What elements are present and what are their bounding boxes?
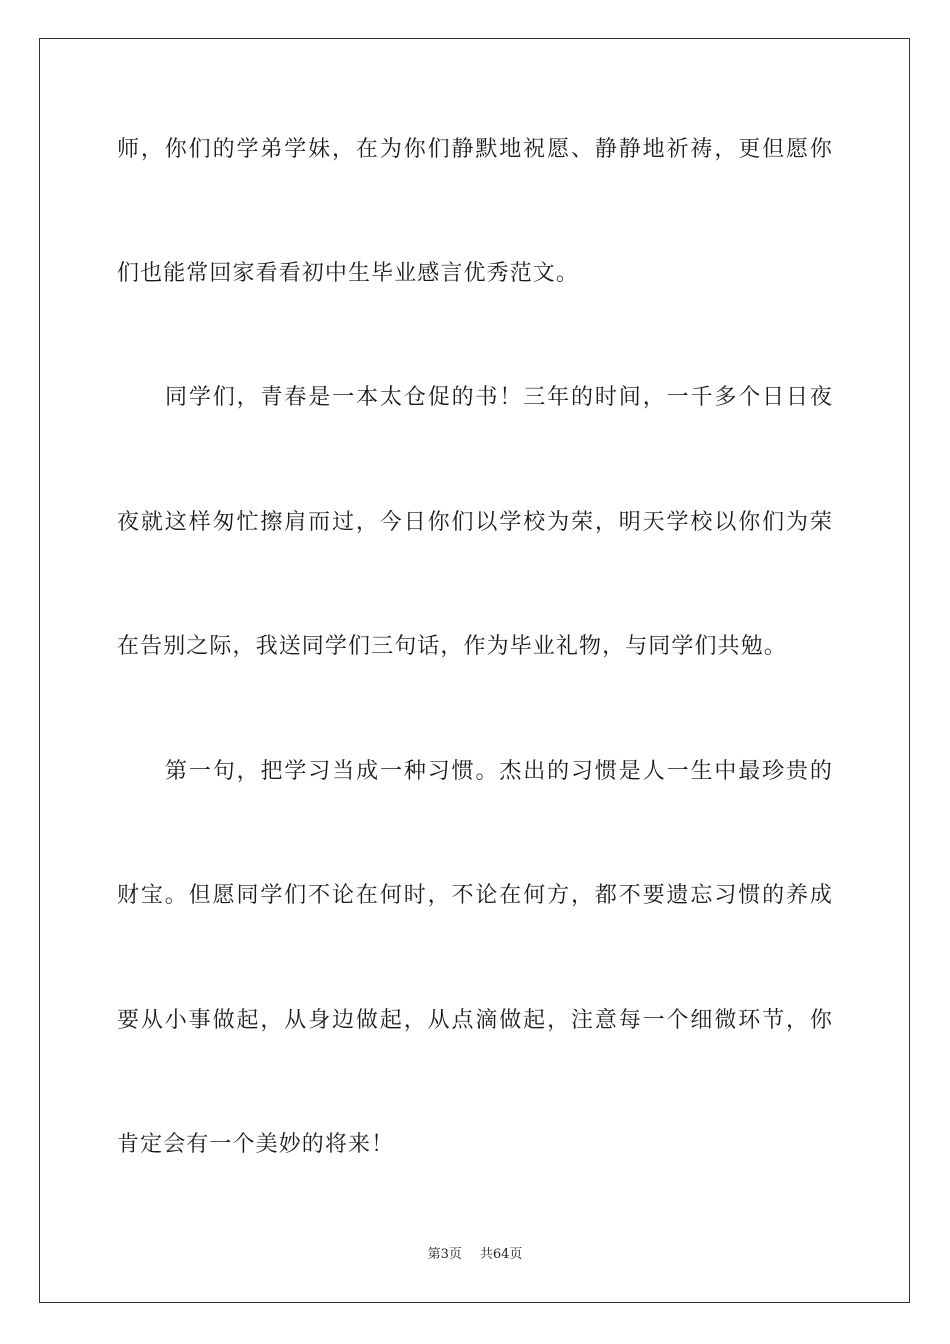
page-footer [0, 1246, 950, 1264]
total-pages: 共64页 [479, 1247, 523, 1262]
text-line-5: 在告别之际，我送同学们三句话，作为毕业礼物，与同学们共勉。 [117, 634, 787, 659]
text-line-7: 财宝。但愿同学们不论在何时，不论在何方，都不要遗忘习惯的养成 [117, 883, 833, 908]
page-border [39, 38, 910, 1303]
text-line-8: 要从小事做起，从身边做起，从点滴做起，注意每一个细微环节，你 [117, 1008, 833, 1033]
text-line-1: 师，你们的学弟学妹，在为你们静默地祝愿、静静地祈祷，更但愿你 [117, 137, 833, 162]
text-line-3: 同学们，青春是一本太仓促的书！三年的时间，一千多个日日夜 [165, 385, 833, 410]
text-line-9: 肯定会有一个美妙的将来！ [117, 1132, 395, 1157]
text-line-6: 第一句，把学习当成一种习惯。杰出的习惯是人一生中最珍贵的 [165, 759, 833, 784]
page-number: 第3页 [427, 1247, 462, 1262]
text-line-4: 夜就这样匆忙擦肩而过，今日你们以学校为荣，明天学校以你们为荣 [117, 510, 833, 535]
text-line-2: 们也能常回家看看初中生毕业感言优秀范文。 [117, 261, 580, 286]
